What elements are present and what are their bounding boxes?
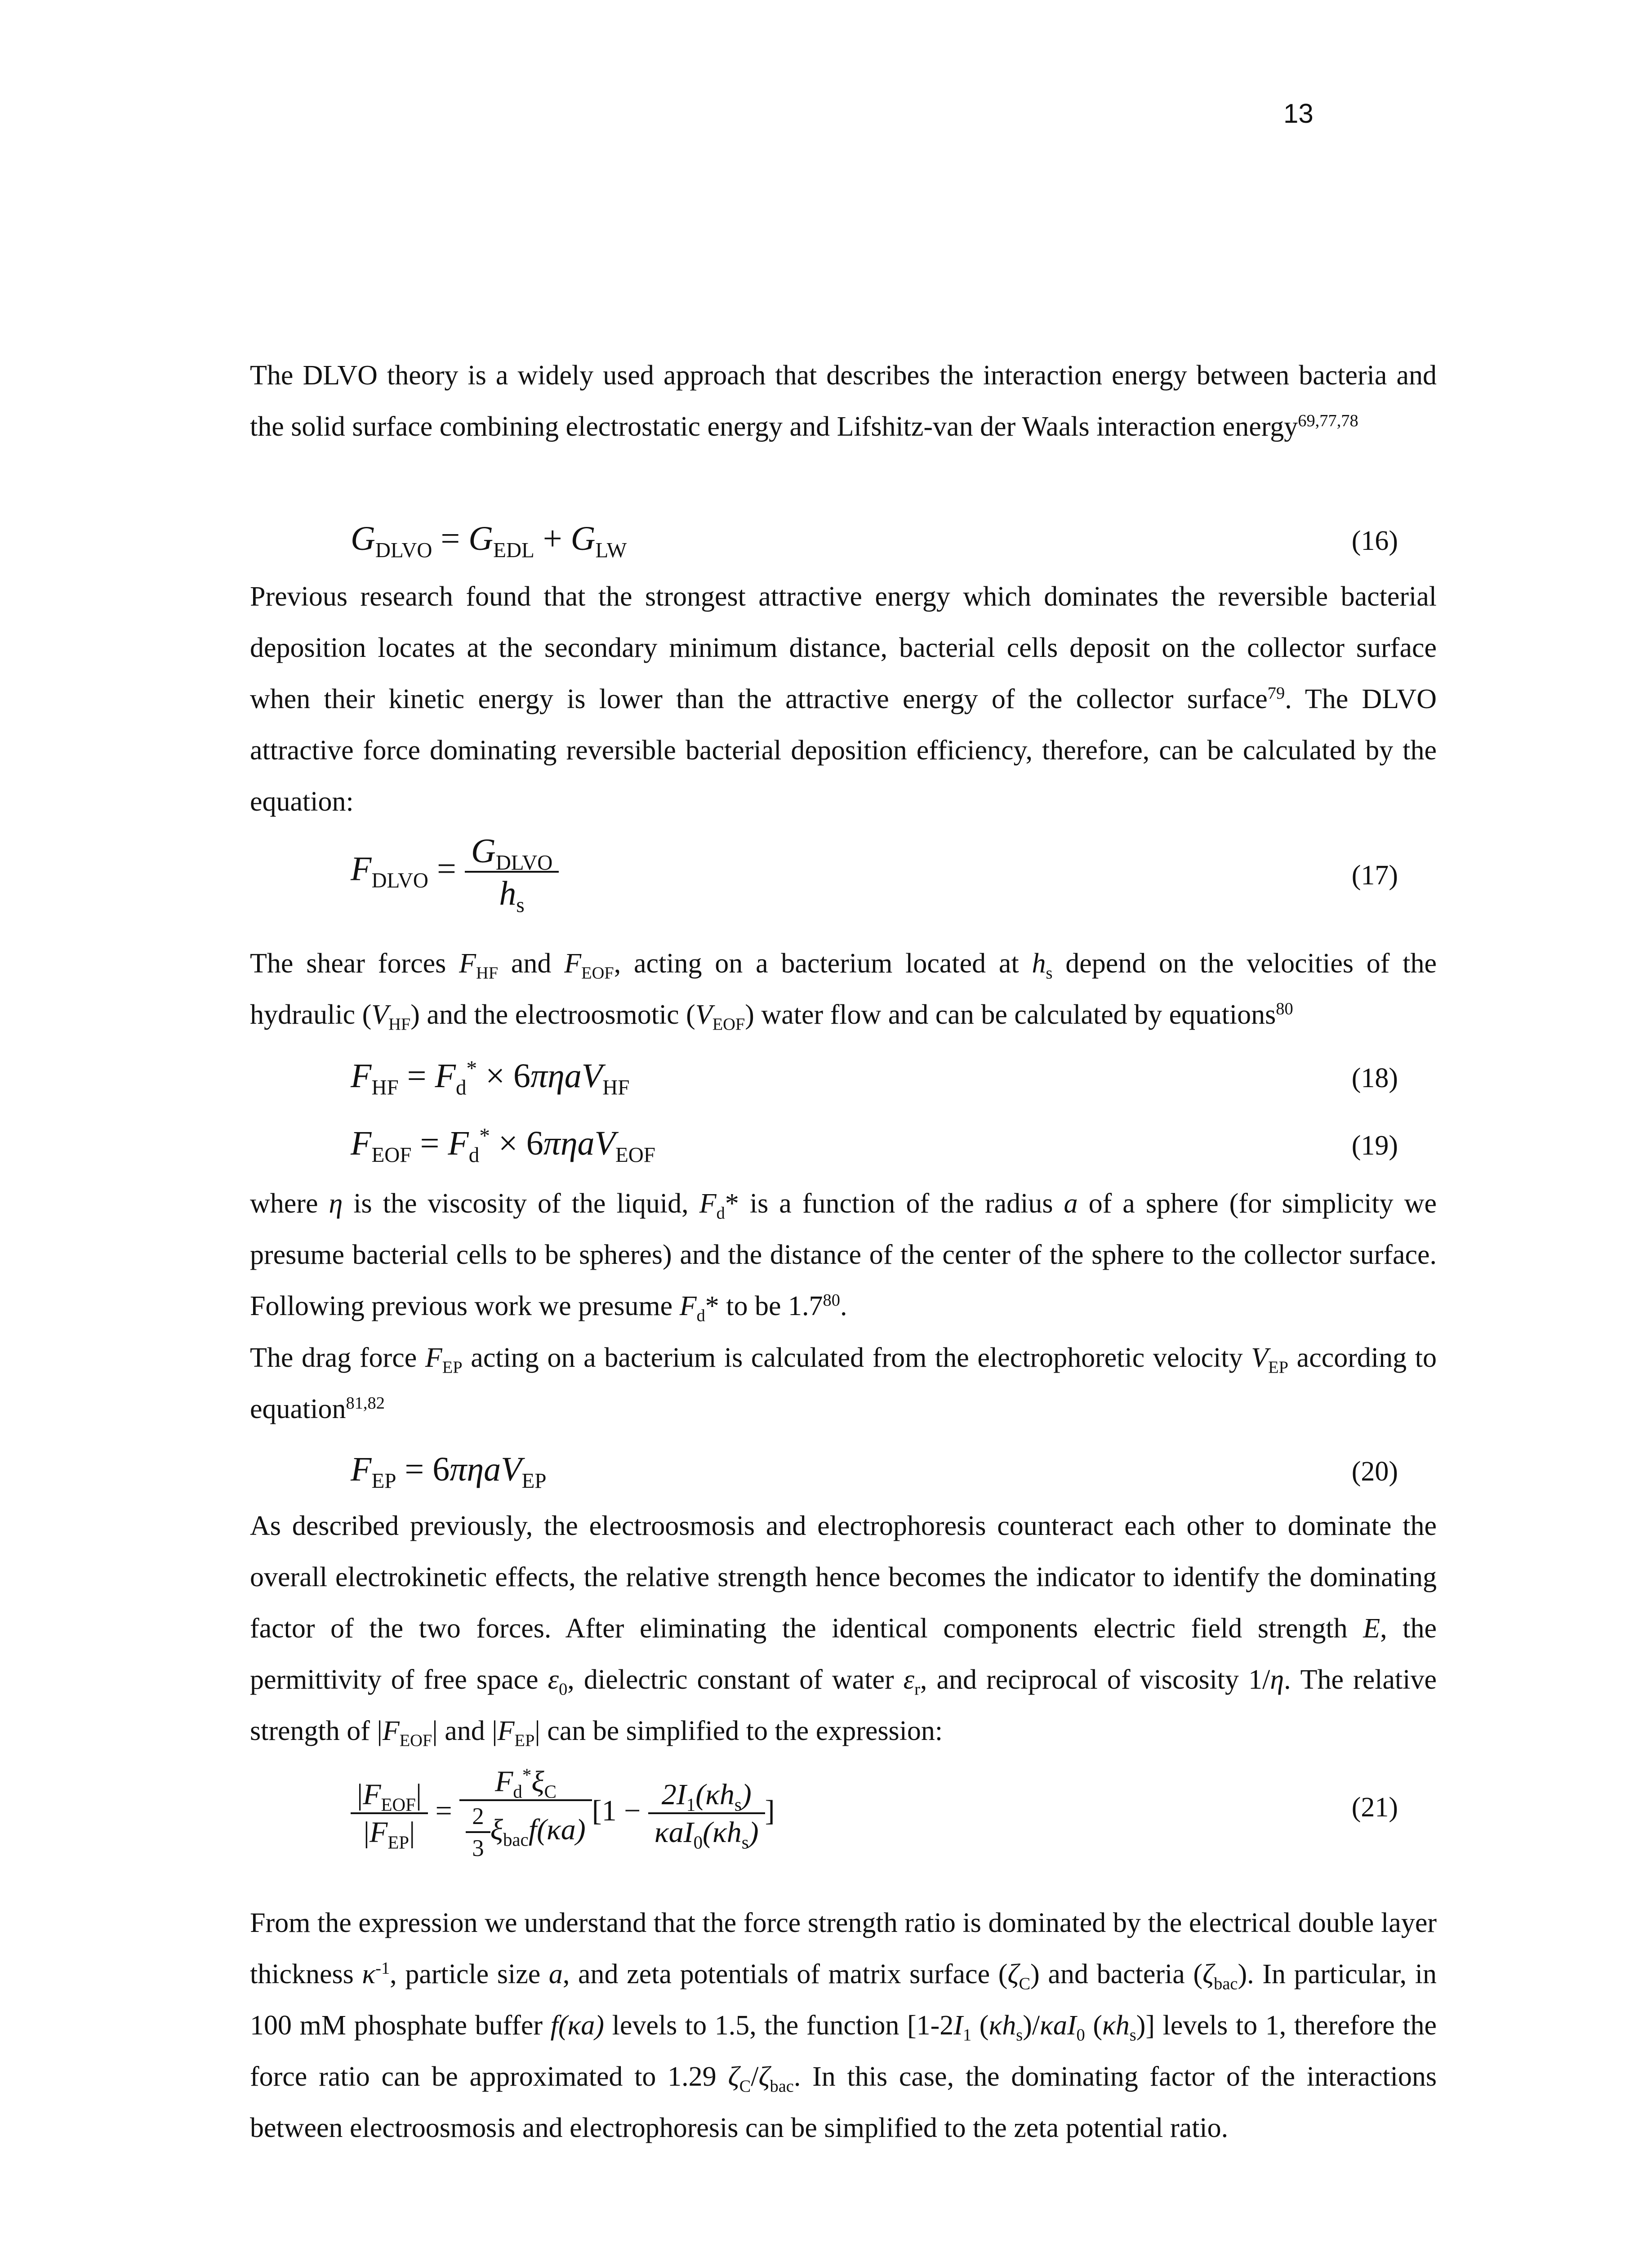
paragraph-electroosmosis: As described previously, the electroosmosis and electrophoresis counteract each other to dominate the overall electrokinetic effects, the relative strength hence becomes the indicator to identify the dominating factor of the two forces. After eliminating the identical components electric field strength E, the permittivity of free space $\varepsilon_0$, dielectric constant of water $\varepsilon_r$, and reciprocal of viscosity 1/η. The relative strength of $|F_{EOF}|$ and $|F_{EP}|$ can be simplified to the expression: (250, 1511, 1437, 1750)
equation-20: $F_{EP} = 6\pi\eta aV_{EP}$ (351, 1450, 547, 1493)
paragraph-shear-forces: The shear forces $F_{HF}$ and $F_{EOF}$, acting on a bacterium located at $h_s$ depend on the velocities of the hydraulic $(V_{HF})$ and the electroosmotic $(V_{EOF})$ water flow and can be calculated by equations$^{80}$ (250, 948, 1437, 1034)
citation: 80 (1276, 999, 1293, 1018)
fraction-bessel: $\frac{2I_1(\kappa h_s)}{\kappa aI_0(\kappa h_s)}$ (648, 1780, 765, 1847)
equation-number-18: (18) (1351, 1063, 1398, 1093)
equation-18: $F_{HF} = F_d^* \times 6\pi\eta aV_{HF}$ (351, 1057, 630, 1100)
equation-number-16: (16) (1351, 526, 1398, 556)
fraction-two-thirds: $\frac{2}{3}$ (466, 1805, 490, 1860)
equation-19: $F_{EOF} = F_d^* \times 6\pi\eta aV_{EOF}$ (351, 1124, 655, 1167)
paragraph-previous-research: Previous research found that the strongest attractive energy which dominates the reversible bacterial deposition locates at the secondary minimum distance, bacterial cells deposit on the collector surface when their kinetic energy is lower than the attractive energy of the collector surface$^{79}$. The DLVO attractive force dominating reversible bacterial deposition efficiency, therefore, can be calculated by the equation: (250, 581, 1437, 817)
fraction-force-ratio: $\frac{|F_{EOF}|}{|F_{EP}|}$ (351, 1780, 428, 1847)
citation: 69,77,78 (1298, 411, 1358, 430)
equation-number-17: (17) (1351, 860, 1398, 891)
paragraph-dlvo-intro: The DLVO theory is a widely used approach that describes the interaction energy between bacteria and the solid surface combining electrostatic energy and Lifshitz-van der Waals interaction energy$^{69,77,78}$ (250, 360, 1437, 442)
paragraph-drag-force: The drag force $F_{EP}$ acting on a bacterium is calculated from the electrophoretic velocity $V_{EP}$ according to equation$^{81,82}$ (250, 1343, 1437, 1424)
page-number: 13 (1283, 98, 1314, 129)
equation-17: $F_{DLVO}$ = $\frac{G_{DLVO}}{h_s}$ (351, 834, 559, 910)
citation: 81,82 (346, 1393, 385, 1413)
equation-21: $\frac{|F_{EOF}|}{|F_{EP}|}$ = $F_d^*\xi_C$ $\frac{2}{3}$ $\xi_{bac}f(\kappa a)$ [1 − $\frac{2I_1(\kappa h_s)}{\kappa aI_0(\kappa h_s)}$ ] (351, 1767, 775, 1860)
equation-number-21: (21) (1351, 1792, 1398, 1823)
equation-number-20: (20) (1351, 1456, 1398, 1487)
equation-number-19: (19) (1351, 1130, 1398, 1161)
paragraph-force-strength-ratio: From the expression we understand that the force strength ratio is dominated by the electrical double layer thickness $\kappa^{-1}$, particle size a, and zeta potentials of matrix surface $(\zeta_C)$ and bacteria $(\zeta_{bac})$. In particular, in 100 mM phosphate buffer f(κa) levels to 1.5, the function [$1-2I_1$ $(\kappa h_s)/\kappa aI_0$ $(\kappa h_s)$] levels to 1, therefore the force ratio can be approximated to 1.29 $\zeta_C/\zeta_{bac}$. In this case, the dominating factor of the interactions between electroosmosis and electrophoresis can be simplified to the zeta potential ratio. (250, 1908, 1437, 2143)
fraction-zeta: $F_d^*\xi_C$ $\frac{2}{3}$ $\xi_{bac}f(\kappa a)$ (459, 1767, 592, 1860)
fraction: $\frac{G_{DLVO}}{h_s}$ (465, 834, 559, 910)
equation-16: $G_{DLVO} = G_{EDL} + G_{LW}$ (351, 520, 627, 562)
citation: 80 (823, 1290, 840, 1310)
citation: 79 (1267, 683, 1285, 703)
paragraph-where-eta: where η is the viscosity of the liquid, $F_d*$ is a function of the radius a of a sphere (for simplicity we presume bacterial cells to be spheres) and the distance of the center of the sphere to the collector surface. Following previous work we presume $F_d*$ to be $1.7^{80}$. (250, 1188, 1437, 1325)
